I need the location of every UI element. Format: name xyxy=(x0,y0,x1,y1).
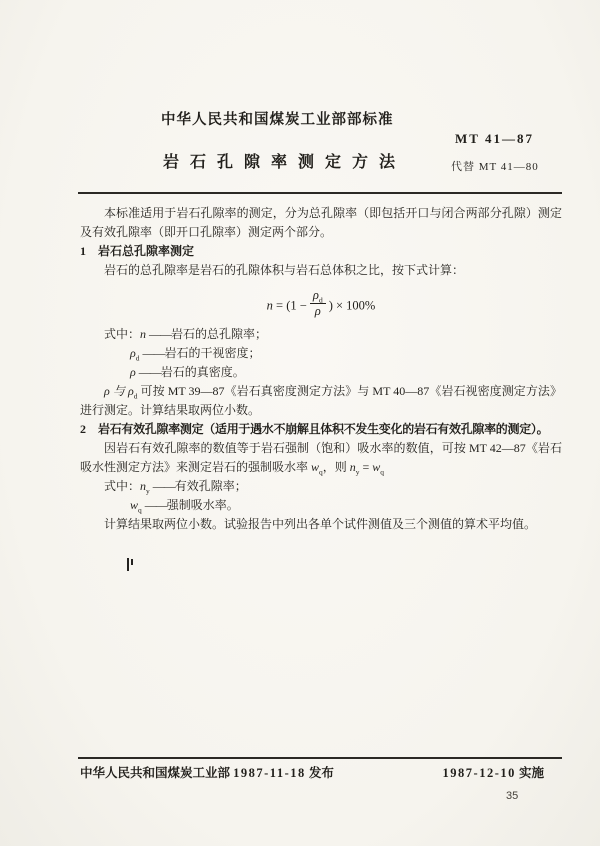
footer-rule xyxy=(78,757,562,759)
total-porosity-formula xyxy=(80,289,562,318)
standard-number: MT 41—87 xyxy=(455,131,534,146)
release-date: 1987-11-18 xyxy=(233,766,306,780)
implementation-date: 1987-12-10 xyxy=(442,766,516,780)
term-definition: $\rho_d$ ——岩石的干视密度； xyxy=(130,346,261,363)
ink-smudge xyxy=(127,558,134,572)
where-block-2 xyxy=(80,477,562,515)
term-definition: 式中：$n_y$ ——有效孔隙率； xyxy=(104,479,247,496)
formula-close: ) × 100% xyxy=(328,298,376,313)
section-2-title: 岩石有效孔隙率测定（适用于遇水不崩解且体积不发生变化的岩石有效孔隙率的测定）。 xyxy=(98,422,549,437)
section-1-title: 岩石总孔隙率测定 xyxy=(98,244,195,258)
section-1-intro: 岩石的总孔隙率是岩石的孔隙体积与岩石总体积之比，按下式计算： xyxy=(104,263,465,277)
term-definition: $w_q$ ——强制吸水率。 xyxy=(130,498,239,515)
section-2-heading xyxy=(80,420,562,439)
fraction-denominator: ρ xyxy=(314,304,321,319)
section-2-number: 2 xyxy=(80,422,86,437)
term-definition: ρ ——岩石的真密度。 xyxy=(130,365,245,380)
term-definition: 式中：n ——岩石的总孔隙率； xyxy=(104,327,268,342)
section-1-heading xyxy=(80,242,562,261)
replaces-note: 代替 MT 41—80 xyxy=(451,161,539,173)
fraction-numerator: ρ xyxy=(312,288,319,302)
scope-paragraph: 本标准适用于岩石孔隙率的测定，分为总孔隙率（即包括开口与闭合两部分孔隙）测定及有效孔隙率（即开口孔隙率）测定两个部分。 xyxy=(80,206,562,239)
section-1-number: 1 xyxy=(80,244,86,258)
footer-release-line: 中华人民共和国煤炭工业部 1987-11-18 发布 xyxy=(80,766,334,780)
formula-equals: = xyxy=(276,298,284,313)
document-body xyxy=(80,204,562,534)
density-note-paragraph: ρ 与 $\rho_d$ 可按 MT 39—87《岩石真密度测定方法》与 MT 40—87《岩石视密度测定方法》进行测定。计算结果取两位小数。 xyxy=(80,384,562,418)
header-rule xyxy=(78,192,562,194)
where-block-1 xyxy=(80,325,562,382)
footer-implementation-line: 1987-12-10 实施 xyxy=(442,766,544,780)
fraction-numerator-sub: d xyxy=(318,295,323,305)
closing-paragraph: 计算结果取两位小数。试验报告中列出各单个试件测值及三个测值的算术平均值。 xyxy=(104,517,537,532)
section-2-paragraph: 因岩石有效孔隙率的数值等于岩石强制（饱和）吸水率的数值，可按 MT 42—87《岩石吸水性测定方法》来测定岩石的强制吸水率 $w_q$，则 $n_y = w_q$ xyxy=(80,441,562,477)
formula-open: (1 − xyxy=(286,298,307,313)
page-number: 35 xyxy=(506,790,519,802)
formula-fraction xyxy=(310,289,326,318)
formula-lhs: n xyxy=(266,298,273,313)
authority-line: 中华人民共和国煤炭工业部部标准 xyxy=(161,112,394,128)
document-title: 岩 石 孔 隙 率 测 定 方 法 xyxy=(163,154,398,171)
